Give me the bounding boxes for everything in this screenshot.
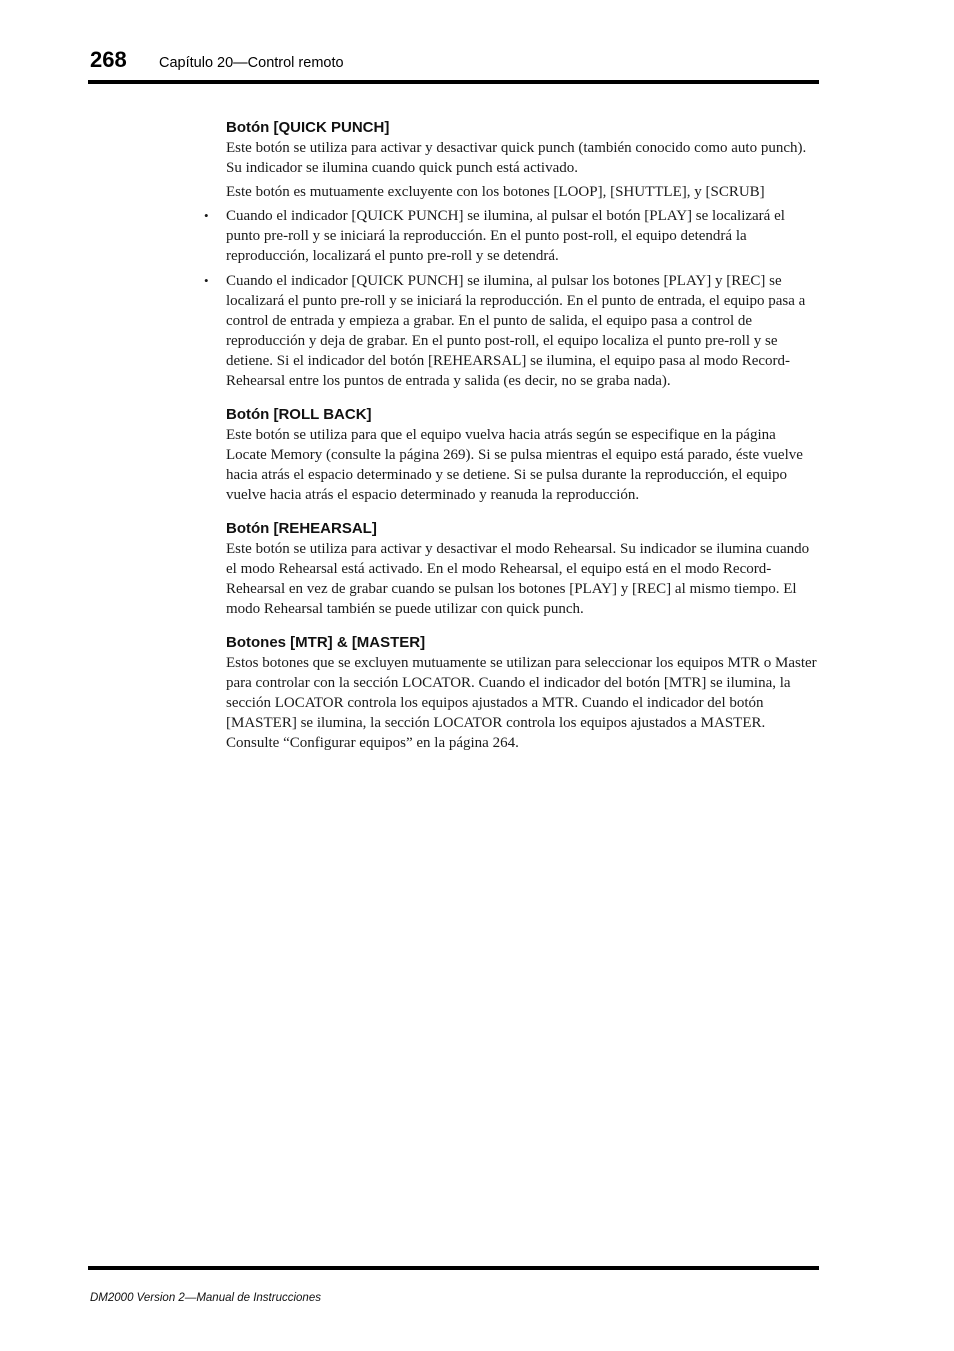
paragraph: Este botón se utiliza para activar y desactivar quick punch (también conocido como auto punch). Su indicador se ilumina cuando quick punch está activado. <box>226 140 807 176</box>
footer-divider <box>88 1266 819 1270</box>
list-item-text: Cuando el indicador [QUICK PUNCH] se ilumina, al pulsar el botón [PLAY] se localizará el punto pre-roll y se iniciará la reproducción. En el punto post-roll, el equipo detendrá la reproducción, localizará el punto pre-roll y se detendrá. <box>226 208 785 264</box>
section-title: Botones [MTR] & [MASTER] <box>226 634 426 651</box>
page-header <box>88 44 819 80</box>
section-roll-back <box>226 404 818 505</box>
list-item <box>204 271 818 391</box>
section-mtr-master <box>226 632 818 753</box>
bullet-list <box>204 206 818 391</box>
chapter-title: Capítulo 20—Control remoto <box>159 55 344 71</box>
paragraph: Este botón se utiliza para activar y desactivar el modo Rehearsal. Su indicador se ilumina cuando el modo Rehearsal está activado. En el modo Rehearsal, el equipo está en el modo Record-Rehearsal en vez de grabar cuando se pulsan los botones [PLAY] y [REC] al mismo tiempo. El modo Rehearsal también se puede utilizar con quick punch. <box>226 541 810 617</box>
section-title: Botón [REHEARSAL] <box>226 520 377 537</box>
paragraph: Estos botones que se excluyen mutuamente se utilizan para seleccionar los equipos MTR o Master para controlar con la sección LOCATOR. Cuando el indicador del botón [MTR] se ilumina, la sección LOCATOR controla los equipos ajustados a MTR. Cuando el indicador del botón [MASTER] se ilumina, la sección LOCATOR controla los equipos ajustados a MASTER. Consulte “Configurar equipos” en la página 264. <box>226 655 817 751</box>
header-divider <box>88 80 819 84</box>
section-rehearsal <box>226 518 818 619</box>
list-item <box>204 206 818 266</box>
page-number: 268 <box>90 47 127 72</box>
list-item-text: Cuando el indicador [QUICK PUNCH] se ilumina, al pulsar los botones [PLAY] y [REC] se localizará el punto pre-roll y se iniciará la reproducción. En el punto de entrada, el equipo pasa a control de entrada y empieza a grabar. En el punto de salida, el equipo pasa a control de reproducción y deja de grabar. En el punto post-roll, el equipo localiza el punto pre-roll y se detiene. Si el indicador del botón [REHEARSAL] se ilumina, el equipo pasa al modo Record-Rehearsal entre los puntos de entrada y salida (es decir, no se graba nada). <box>226 273 806 389</box>
bullet-icon: • <box>204 208 209 223</box>
paragraph: Este botón se utiliza para que el equipo vuelva hacia atrás según se especifique en la página Locate Memory (consulte la página 269). Si se pulsa mientras el equipo está parado, éste vuelve hacia atrás el espacio determinado y se detiene. Si se pulsa durante la reproducción, el equipo vuelve hacia atrás el espacio determinado y reanuda la reproducción. <box>226 427 803 503</box>
section-title: Botón [QUICK PUNCH] <box>226 119 390 136</box>
page-body <box>204 117 818 753</box>
paragraph: Este botón es mutuamente excluyente con los botones [LOOP], [SHUTTLE], y [SCRUB] <box>226 184 765 200</box>
section-title: Botón [ROLL BACK] <box>226 406 372 423</box>
footer-text: DM2000 Version 2—Manual de Instrucciones <box>90 1292 321 1304</box>
section-quick-punch <box>204 117 818 391</box>
bullet-icon: • <box>204 273 209 288</box>
